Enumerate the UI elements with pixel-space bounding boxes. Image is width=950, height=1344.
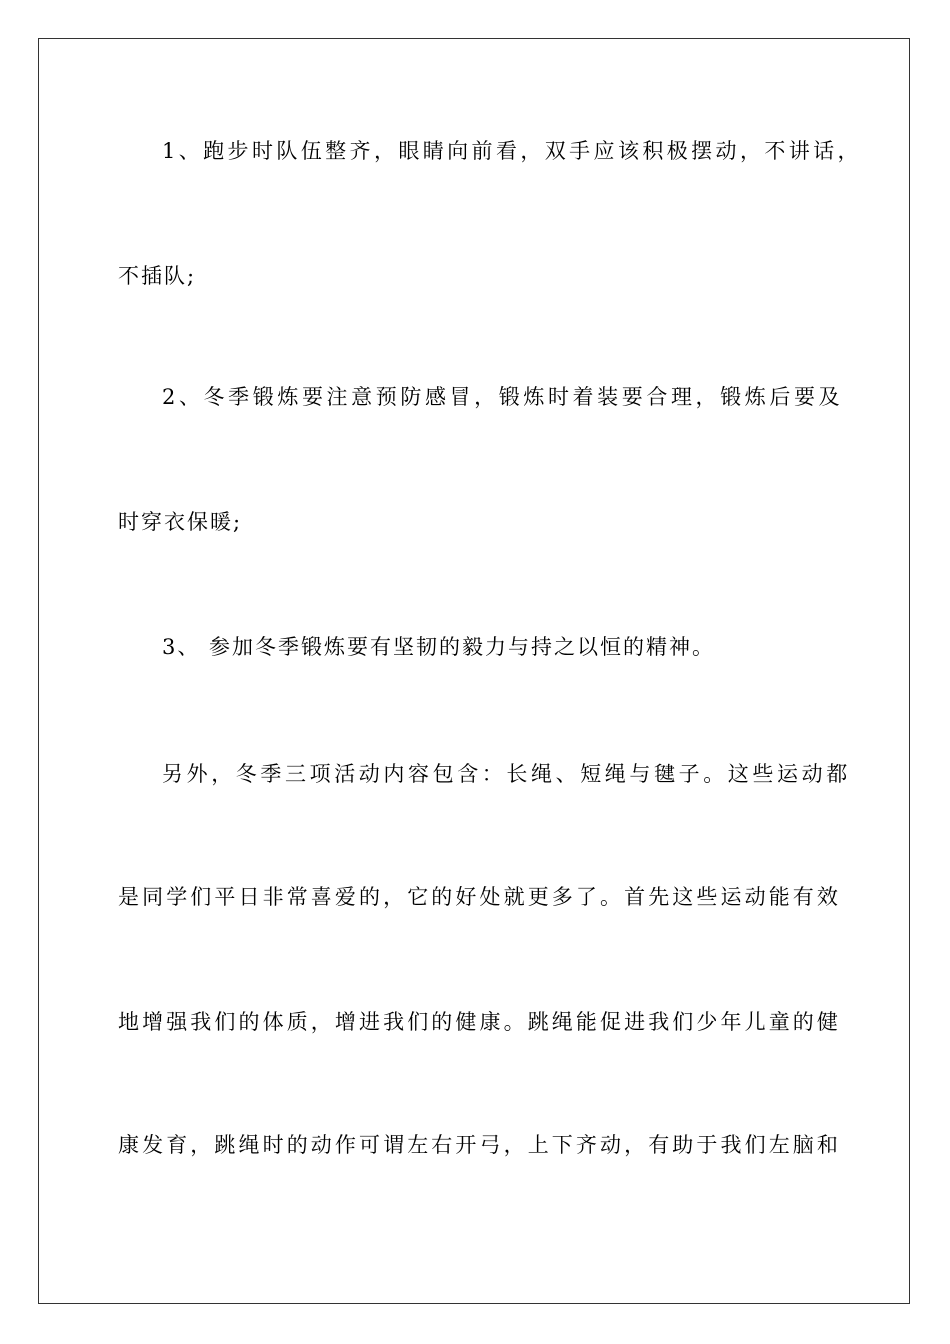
page-border (38, 38, 910, 1304)
rule-2-line-1: 2、冬季锻炼要注意预防感冒，锻炼时着装要合理，锻炼后要及 (162, 385, 844, 409)
rule-3-line-1: 3、 参加冬季锻炼要有坚韧的毅力与持之以恒的精神。 (162, 635, 716, 659)
paragraph-line-1: 另外，冬季三项活动内容包含：长绳、短绳与毽子。这些运动都 (162, 762, 851, 786)
paragraph-line-3: 地增强我们的体质，增进我们的健康。跳绳能促进我们少年儿童的健 (118, 1010, 841, 1034)
paragraph-line-2: 是同学们平日非常喜爱的，它的好处就更多了。首先这些运动能有效 (118, 885, 841, 909)
rule-1-line-1: 1、跑步时队伍整齐，眼睛向前看，双手应该积极摆动，不讲话， (162, 139, 862, 163)
paragraph-line-4: 康发育，跳绳时的动作可谓左右开弓，上下齐动，有助于我们左脑和 (118, 1133, 841, 1157)
rule-1-line-2: 不插队; (118, 264, 197, 288)
rule-2-line-2: 时穿衣保暖; (118, 510, 243, 534)
